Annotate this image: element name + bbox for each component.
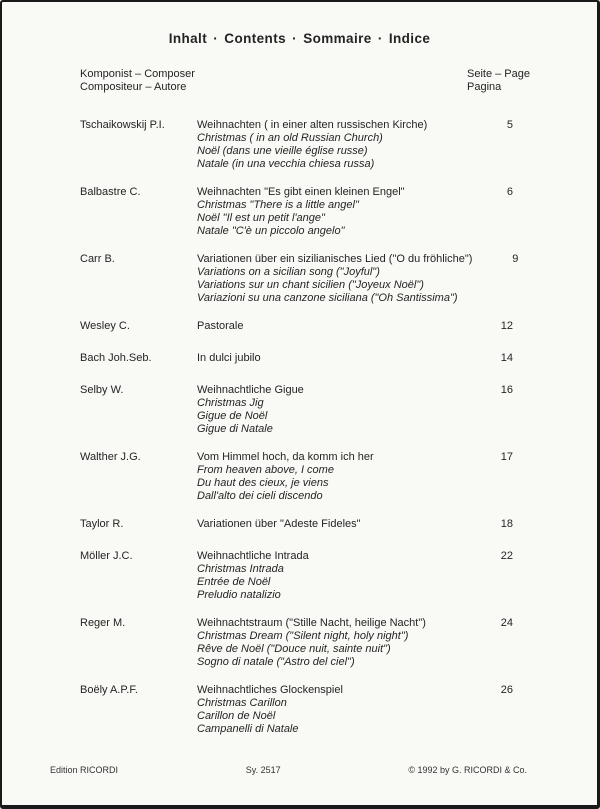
piece-title-translation: Entrée de Noël [197, 576, 271, 588]
piece-titles [197, 617, 467, 669]
piece-title: Weihnachten "Es gibt einen kleinen Engel" [197, 186, 405, 198]
piece-title-translation: Noël (dans une vieille église russe) [197, 145, 368, 157]
piece-titles [197, 684, 467, 736]
composer-header-line2: Compositeur – Autore [80, 81, 187, 93]
piece-title: Weihnachtliches Glockenspiel [197, 684, 343, 696]
page-number: 5 [506, 119, 513, 131]
piece-title-translation: Christmas Dream ("Silent night, holy night") [197, 630, 409, 642]
composer-name: Möller J.C. [80, 550, 133, 562]
piece-title: Variationen über "Adeste Fideles" [197, 518, 361, 530]
piece-title-translation: Variations sur un chant sicilien ("Joyeux Noël") [197, 279, 424, 291]
piece-title-translation: Gigue di Natale [197, 423, 273, 435]
page-footer [50, 765, 527, 776]
piece-title-translation: Variations on a sicilian song ("Joyful") [197, 266, 380, 278]
piece-title-translation: Carillon de Noël [197, 710, 276, 722]
piece-title: In dulci jubilo [197, 352, 261, 364]
piece-title-translation: Natale (in una vecchia chiesa russa) [197, 158, 375, 170]
piece-title-translation: Noël "Il est un petit l'ange" [197, 212, 325, 224]
page-header-line1: Seite – Page [467, 68, 530, 80]
piece-title-translation: Preludio natalizio [197, 589, 281, 601]
piece-title-translation: Rêve de Noël ("Douce nuit, sainte nuit") [197, 643, 391, 655]
page-number: 9 [512, 253, 519, 265]
page-number: 17 [500, 451, 513, 463]
piece-titles [197, 352, 467, 365]
page-number: 16 [500, 384, 513, 396]
composer-name: Carr B. [80, 253, 115, 265]
piece-title: Vom Himmel hoch, da komm ich her [197, 451, 374, 463]
composer-name: Bach Joh.Seb. [80, 352, 152, 364]
composer-column-header [80, 68, 467, 94]
piece-title-translation: Christmas Jig [197, 397, 264, 409]
footer-edition: Edition RICORDI [50, 765, 119, 775]
toc-entry [80, 384, 513, 436]
piece-titles [197, 550, 467, 602]
page-number: 22 [500, 550, 513, 562]
page-number: 26 [500, 684, 513, 696]
piece-title-translation: Christmas Intrada [197, 563, 284, 575]
composer-name: Balbastre C. [80, 186, 141, 198]
toc-entry [80, 186, 513, 238]
page-number: 24 [500, 617, 513, 629]
column-headers [80, 68, 530, 94]
page-number: 12 [500, 320, 513, 332]
page-title: Inhalt · Contents · Sommaire · Indice [168, 31, 431, 46]
composer-name: Walther J.G. [80, 451, 141, 463]
toc-entry [80, 320, 513, 333]
footer-catalog-number: Sy. 2517 [245, 765, 281, 775]
toc-entry [80, 518, 513, 531]
toc-entry [80, 550, 513, 602]
toc-entry [80, 119, 513, 171]
composer-name: Tschaikowskij P.I. [80, 119, 165, 131]
toc-entry [80, 253, 519, 305]
toc-entry [80, 352, 513, 365]
toc-entry [80, 451, 513, 503]
composer-name: Selby W. [80, 384, 124, 396]
footer-copyright: © 1992 by G. RICORDI & Co. [408, 765, 527, 775]
piece-title: Variationen über ein sizilianisches Lied ("O du fröhliche") [197, 253, 473, 265]
composer-name: Wesley C. [80, 320, 130, 332]
page-number: 18 [500, 518, 513, 530]
composer-name: Boëly A.P.F. [80, 684, 138, 696]
toc-entries [80, 119, 519, 736]
piece-titles [197, 518, 467, 531]
composer-header-line1: Komponist – Composer [80, 68, 195, 80]
piece-title-translation: Christmas "There is a little angel" [197, 199, 359, 211]
piece-title-translation: From heaven above, I come [197, 464, 334, 476]
page-header-line2: Pagina [467, 81, 502, 93]
piece-title: Weihnachten ( in einer alten russischen Kirche) [197, 119, 428, 131]
piece-titles [197, 384, 467, 436]
piece-titles [197, 320, 467, 333]
piece-title-translation: Christmas Carillon [197, 697, 287, 709]
piece-title-translation: Christmas ( in an old Russian Church) [197, 132, 383, 144]
composer-name: Taylor R. [80, 518, 124, 530]
piece-titles [197, 119, 467, 171]
piece-titles [197, 253, 472, 305]
piece-title: Pastorale [197, 320, 244, 332]
piece-title-translation: Dall'alto dei cieli discendo [197, 490, 323, 502]
toc-entry [80, 684, 513, 736]
toc-entry [80, 617, 513, 669]
composer-name: Reger M. [80, 617, 126, 629]
piece-title-translation: Sogno di natale ("Astro del ciel") [197, 656, 355, 668]
piece-titles [197, 186, 467, 238]
piece-title: Weihnachtliche Gigue [197, 384, 304, 396]
page-number: 6 [506, 186, 513, 198]
piece-title-translation: Gigue de Noël [197, 410, 268, 422]
piece-titles [197, 451, 467, 503]
piece-title-translation: Natale "C'è un piccolo angelo" [197, 225, 345, 237]
page-column-header [467, 68, 530, 94]
piece-title-translation: Du haut des cieux, je viens [197, 477, 329, 489]
piece-title-translation: Variazioni su una canzone siciliana ("Oh Santissima") [197, 292, 458, 304]
piece-title-translation: Campanelli di Natale [197, 723, 299, 735]
piece-title: Weihnachtliche Intrada [197, 550, 309, 562]
piece-title: Weihnachtstraum ("Stille Nacht, heilige Nacht") [197, 617, 426, 629]
page-number: 14 [500, 352, 513, 364]
